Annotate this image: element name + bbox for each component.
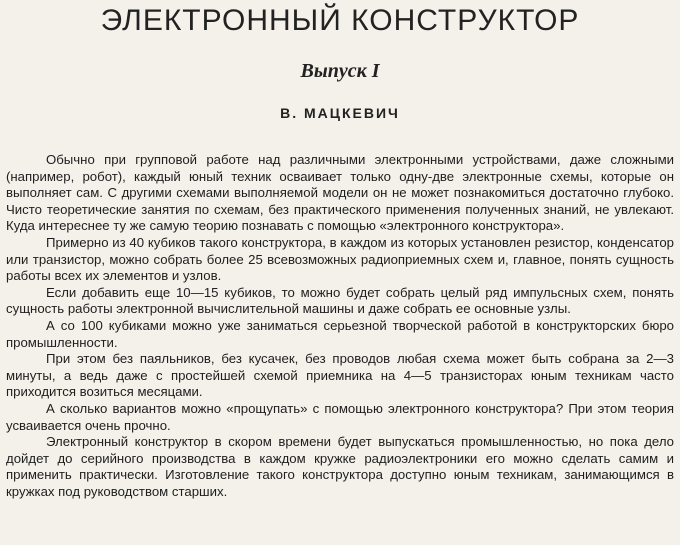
issue-label: Выпуск I <box>300 60 380 82</box>
paragraph: Если добавить еще 10—15 кубиков, то можно будет собрать целый ряд импульсных схем, понять сущность работы электронной вычислительной машины и даже собрать ее основные узлы. <box>6 284 674 317</box>
paragraph: Электронный конструктор в скором времени будет выпускаться промышленностью, но пока дело дойдет до серийного производства в каждом кружке радиоэлектроники его можно сделать самим и применить практически. Изготовление такого конструктора доступно юным техникам, занимающимся в кружках под руководством старших. <box>6 434 674 499</box>
paragraph: Обычно при групповой работе над различными электронными устройствами, даже сложными (например, робот), каждый юный техник осваивает только одну-две электронные схемы, которые он выполняет сам. С другими схемами выполняемой модели он не может познакомиться достаточно глубоко. Чисто теоретические занятия по схемам, без практического применения полученных знаний, не увлекают. Куда интереснее ту же самую теорию познавать с помощью «электронного конструктора». <box>6 152 674 234</box>
paragraph: При этом без паяльников, без кусачек, без проводов любая схема может быть собрана за 2—3 минуты, а ведь даже с простейшей схемой приемника на 4—5 транзисторах юным техникам часто приходится возиться месяцами. <box>6 351 674 400</box>
article-body <box>6 152 674 500</box>
paragraph: А со 100 кубиками можно уже заниматься серьезной творческой работой в конструкторских бюро промышленности. <box>6 317 674 350</box>
author-name: В. МАЦКЕВИЧ <box>280 105 400 121</box>
paragraph: Примерно из 40 кубиков такого конструктора, в каждом из которых установлен резистор, конденсатор или транзистор, можно собрать более 25 всевозможных радиоприемных схем и, главное, понять сущность работы всех их элементов и узлов. <box>6 234 674 284</box>
article-title: ЭЛЕКТРОННЫЙ КОНСТРУКТОР <box>100 4 580 37</box>
paragraph: А сколько вариантов можно «прощупать» с помощью электронного конструктора? При этом теория усваивается очень прочно. <box>6 400 674 433</box>
